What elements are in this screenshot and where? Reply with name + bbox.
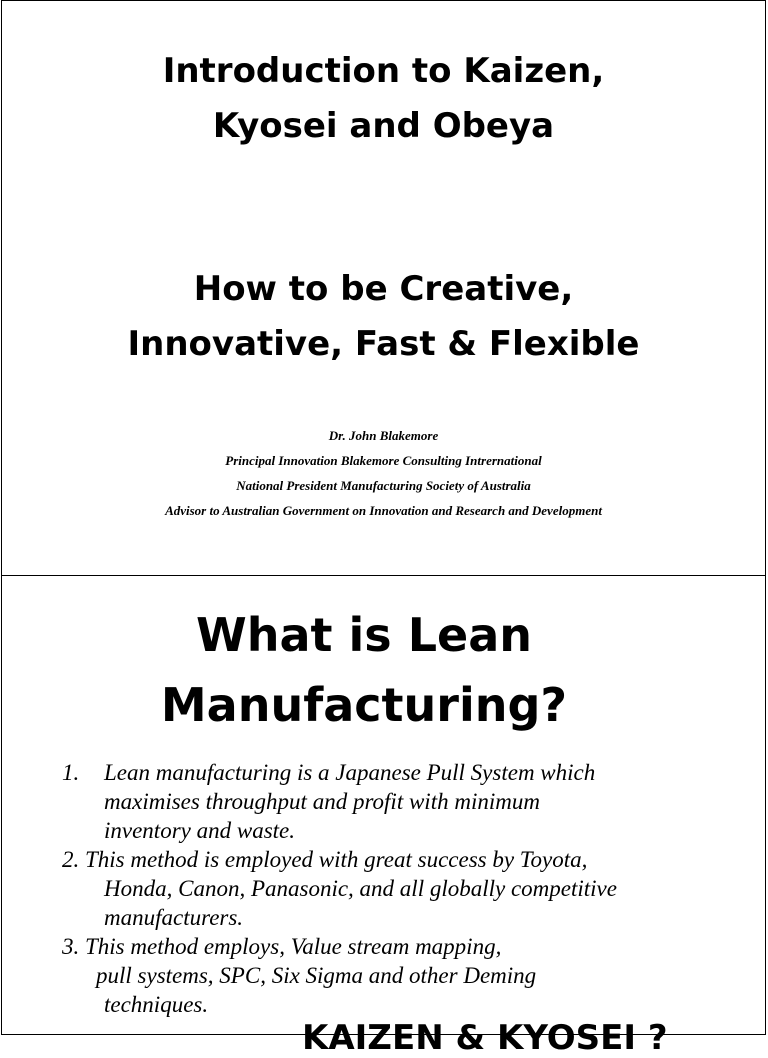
list-item-text: maximises throughput and profit with minimum	[104, 789, 540, 814]
slide-1-subtitle-line-1: How to be Creative,	[193, 269, 574, 309]
list-item-text: manufacturers.	[104, 905, 244, 930]
slide-1	[1, 0, 766, 576]
list-item-number: 3.	[62, 934, 80, 959]
author-role-2: National President Manufacturing Society of Australia	[236, 478, 531, 493]
lean-points-list	[62, 758, 617, 1019]
author-credits	[2, 423, 765, 523]
slide-2-title-line-1: What is Lean	[196, 608, 532, 662]
list-item	[62, 758, 617, 787]
list-item-text: inventory and waste.	[104, 818, 295, 843]
list-item-text: Honda, Canon, Panasonic, and all globally competitive	[104, 876, 617, 901]
author-role-3: Advisor to Australian Government on Innovation and Research and Development	[165, 503, 602, 518]
list-item-text: This method is employed with great success by Toyota,	[85, 847, 588, 872]
list-item-text: This method employs, Value stream mapping,	[85, 934, 502, 959]
list-item-text: Lean manufacturing is a Japanese Pull System which	[104, 760, 596, 785]
slide-1-title-line-1: Introduction to Kaizen,	[162, 51, 605, 91]
list-item-text: pull systems, SPC, Six Sigma and other Deming	[96, 963, 537, 988]
list-item	[62, 932, 617, 961]
list-item	[62, 845, 617, 874]
list-item-text: techniques.	[104, 992, 209, 1017]
list-item-number: 1.	[62, 760, 80, 785]
slide-2	[1, 575, 766, 1058]
slide-2-title-line-2: Manufacturing?	[160, 678, 568, 732]
slide-1-title-line-2: Kyosei and Obeya	[212, 106, 555, 146]
slide-1-title	[2, 44, 765, 154]
slide-2-title	[2, 600, 726, 740]
slide-1-subtitle	[2, 262, 765, 372]
author-name: Dr. John Blakemore	[328, 428, 439, 443]
slide-1-subtitle-line-2: Innovative, Fast & Flexible	[127, 324, 640, 364]
author-role-1: Principal Innovation Blakemore Consulting Intrernational	[225, 453, 542, 468]
list-item-number: 2.	[62, 847, 80, 872]
next-heading-cutoff: KAIZEN & KYOSEI ?	[302, 1018, 668, 1058]
